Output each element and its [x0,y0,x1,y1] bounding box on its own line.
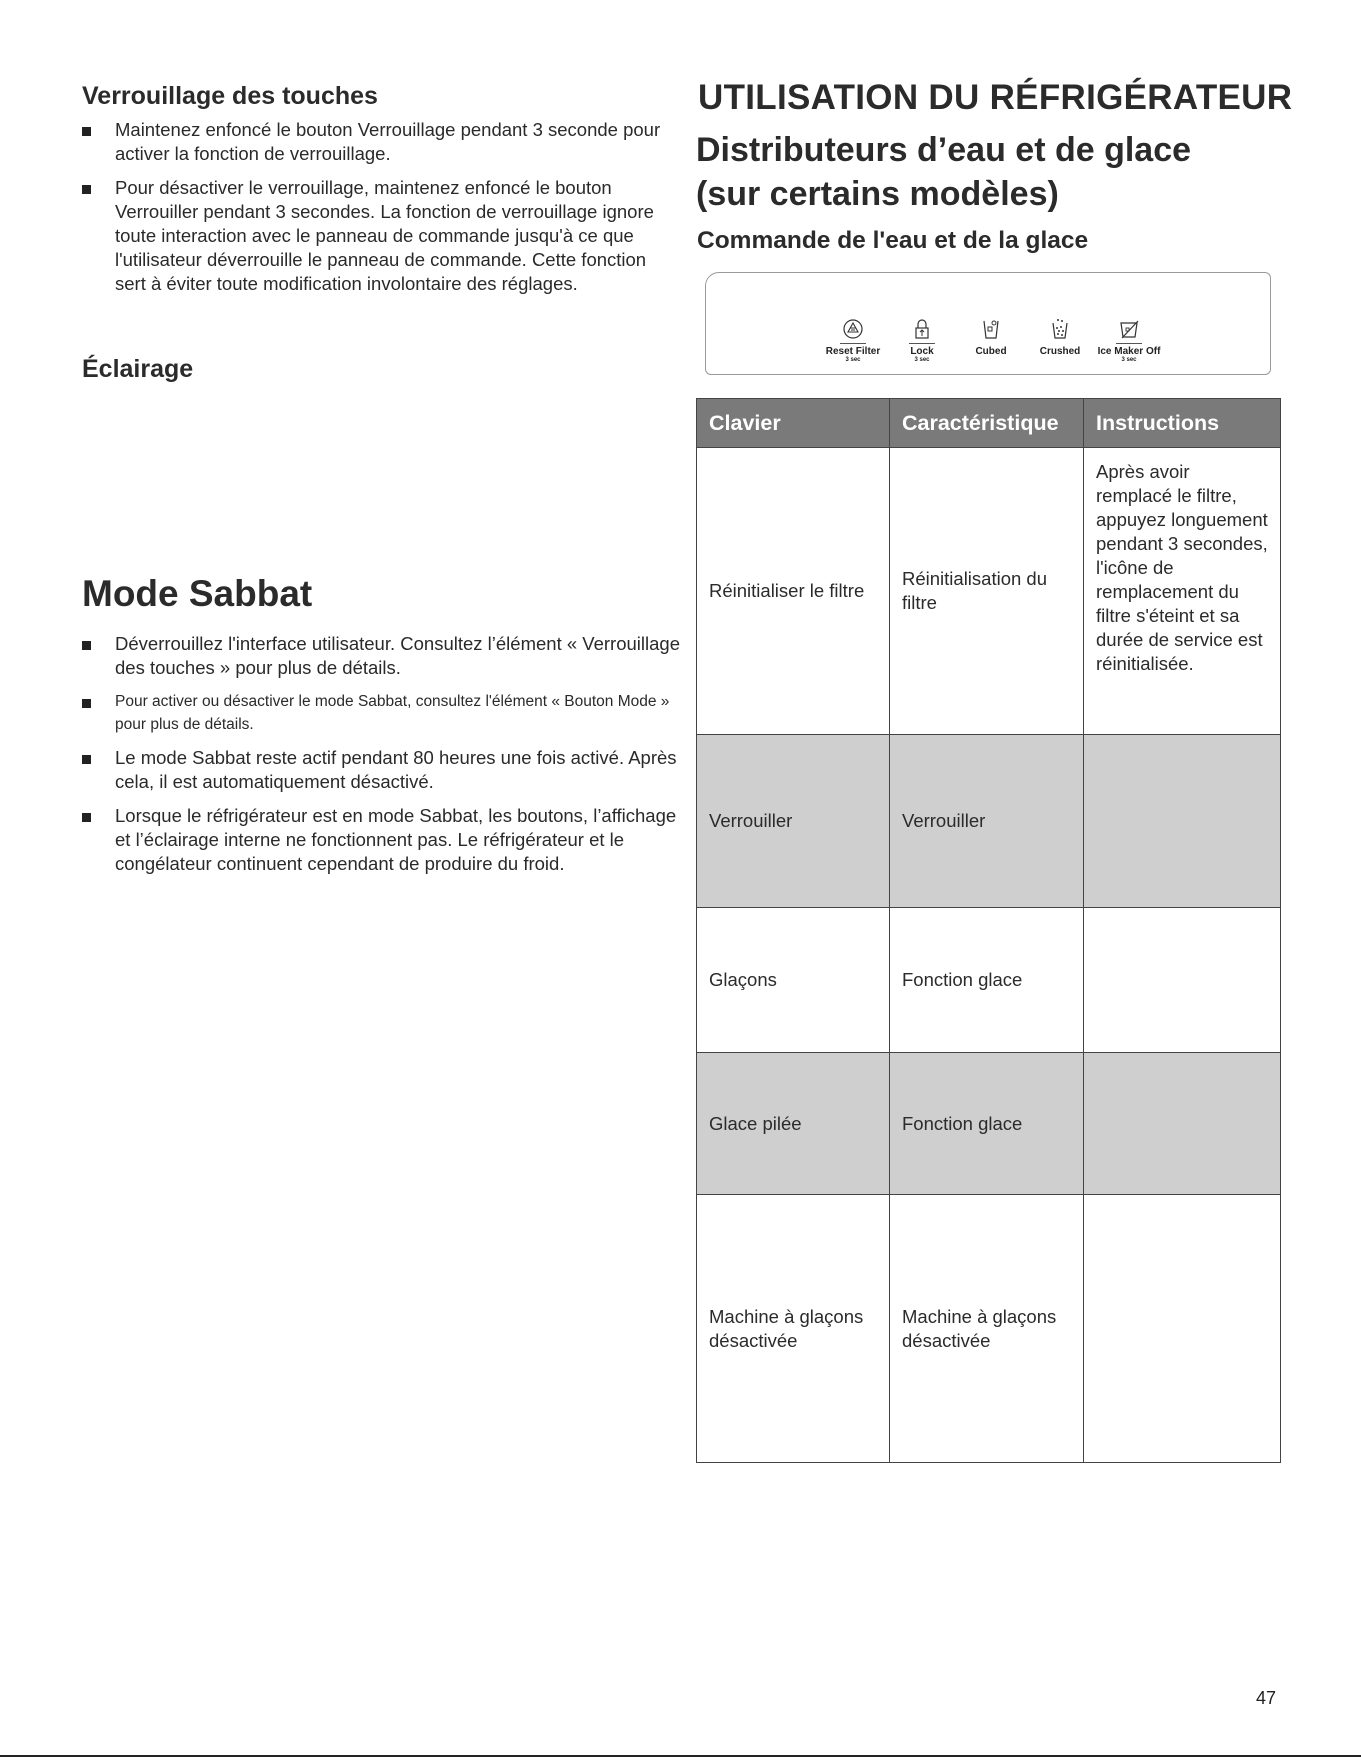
lock-button[interactable]: Lock 3 sec [882,317,962,363]
table-cell: Fonction glace [890,1053,1084,1195]
table-row [697,735,1281,908]
sabbath-list [82,632,682,886]
dispenser-title: Distributeurs d’eau et de glace (sur certains modèles) [696,131,1192,213]
ice-maker-off-button[interactable]: Ice Maker Off 3 sec [1089,317,1169,363]
table-cell: Verrouiller [697,735,890,908]
keypad-table [696,398,1281,1463]
crushed-button[interactable]: Crushed [1020,317,1100,357]
table-cell [1084,1195,1281,1463]
cubed-button[interactable]: Cubed [951,317,1031,357]
lock-list [82,118,682,306]
column-header: Caractéristique [890,399,1084,448]
table-cell: Réinitialiser le filtre [697,448,890,735]
bullet-square-icon [82,185,91,194]
bullet-square-icon [82,127,91,136]
cubed-ice-icon [979,317,1003,341]
table-row [697,1195,1281,1463]
list-item: Déverrouillez l'interface utilisateur. Consultez l’élément « Verrouillage des touches » pour plus de détails. [82,632,682,680]
table-row [697,908,1281,1053]
bullet-square-icon [82,641,91,650]
list-item: Pour désactiver le verrouillage, maintenez enfoncé le bouton Verrouiller pendant 3 secondes. La fonction de verrouillage ignore toute interaction avec le panneau de commande jusqu'à ce que l'utilisateur déverrouille le panneau de commande. Cette fonction sert à éviter toute modification involontaire des réglages. [82,176,682,296]
control-heading: Commande de l'eau et de la glace [697,227,1089,254]
table-row [697,1053,1281,1195]
reset-filter-button[interactable]: Reset Filter 3 sec [813,317,893,363]
reset-filter-icon [841,317,865,341]
table-cell [1084,735,1281,908]
lighting-heading: Éclairage [82,355,194,383]
table-header-row [697,399,1281,448]
table-cell: Fonction glace [890,908,1084,1053]
section-title: UTILISATION DU RÉFRIGÉRATEUR [698,78,1293,117]
table-cell: Glaçons [697,908,890,1053]
table-cell: Machine à glaçons désactivée [697,1195,890,1463]
table-cell: Réinitialisation du filtre [890,448,1084,735]
table-row [697,448,1281,735]
column-header: Instructions [1084,399,1281,448]
table-cell [1084,1053,1281,1195]
dispenser-control-panel [705,272,1271,375]
page-number: 47 [1256,1688,1277,1708]
bullet-square-icon [82,699,91,708]
table-cell [1084,908,1281,1053]
list-item: Lorsque le réfrigérateur est en mode Sabbat, les boutons, l’affichage et l’éclairage interne ne fonctionnent pas. Le réfrigérateur et le congélateur continuent cependant de produire du froid. [82,804,682,876]
table-cell: Glace pilée [697,1053,890,1195]
list-item: Le mode Sabbat reste actif pendant 80 heures une fois activé. Après cela, il est automatiquement désactivé. [82,746,682,794]
lock-icon [910,317,934,341]
list-item: Maintenez enfoncé le bouton Verrouillage pendant 3 seconde pour activer la fonction de verrouillage. [82,118,682,166]
lock-heading: Verrouillage des touches [82,82,378,110]
ice-maker-off-icon [1117,317,1141,341]
page-bottom-rule [0,1755,1361,1757]
table-cell: Après avoir remplacé le filtre, appuyez longuement pendant 3 secondes, l'icône de remplacement du filtre s'éteint et sa durée de service est réinitialisée. [1084,448,1281,735]
table-cell: Machine à glaçons désactivée [890,1195,1084,1463]
column-header: Clavier [697,399,890,448]
sabbath-heading: Mode Sabbat [82,573,313,614]
list-item: Pour activer ou désactiver le mode Sabbat, consultez l'élément « Bouton Mode » pour plus de détails. [82,690,682,736]
table-cell: Verrouiller [890,735,1084,908]
bullet-square-icon [82,813,91,822]
crushed-ice-icon [1048,317,1072,341]
bullet-square-icon [82,755,91,764]
